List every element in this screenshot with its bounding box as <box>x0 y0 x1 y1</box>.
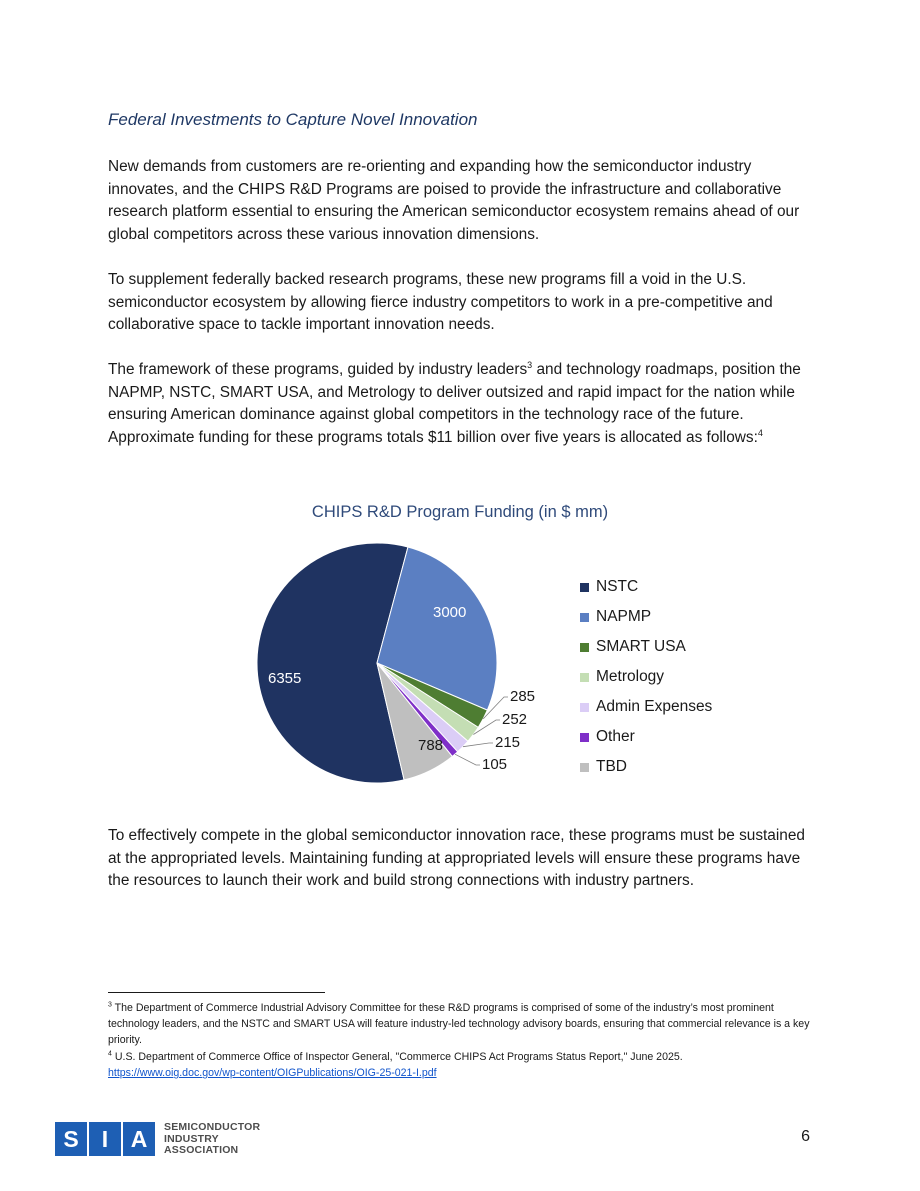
data-label-tbd: 788 <box>418 737 444 754</box>
legend-item-napmp <box>580 602 712 632</box>
logo-letter-a: A <box>123 1122 155 1156</box>
legend-item-smart-usa <box>580 632 712 662</box>
funding-pie-chart <box>250 538 536 798</box>
footnote-4 <box>108 1049 820 1081</box>
legend-label-napmp: NAPMP <box>596 608 652 625</box>
legend-swatch-admin-expenses <box>580 703 589 712</box>
page-number: 6 <box>801 1128 810 1145</box>
leader-line-admin-expenses <box>463 743 493 747</box>
chart-legend <box>580 572 712 782</box>
legend-item-other <box>580 722 712 752</box>
legend-label-admin-expenses: Admin Expenses <box>596 698 713 715</box>
data-label-admin-expenses: 215 <box>495 734 521 751</box>
footnote-3-number: 3 <box>108 1001 112 1009</box>
legend-item-metrology <box>580 662 712 692</box>
footnote-ref-4[interactable]: 4 <box>757 427 763 438</box>
legend-label-other: Other <box>596 728 635 745</box>
legend-item-tbd <box>580 752 712 782</box>
legend-swatch-other <box>580 733 589 742</box>
section-heading: Federal Investments to Capture Novel Innovation <box>108 110 478 129</box>
leader-line-other <box>455 754 480 765</box>
logo-wordmark <box>164 1122 260 1157</box>
data-label-nstc: 6355 <box>268 670 302 687</box>
logo-letter-s: S <box>55 1122 87 1156</box>
data-label-metrology: 252 <box>502 711 528 728</box>
paragraph-3-text-a: The framework of these programs, guided by industry leaders <box>108 361 528 378</box>
legend-swatch-nstc <box>580 583 589 592</box>
logo-line-2: INDUSTRY <box>164 1132 219 1145</box>
legend-swatch-metrology <box>580 673 589 682</box>
sia-logo <box>55 1122 260 1157</box>
legend-label-tbd: TBD <box>596 758 627 775</box>
data-label-napmp: 3000 <box>433 604 467 621</box>
footnote-ref-3[interactable]: 3 <box>527 359 533 370</box>
footnote-3 <box>108 1000 820 1049</box>
paragraph-2: To supplement federally backed research programs, these new programs fill a void in the U.S. semiconductor ecosystem by allowing fierce industry competitors to work in a pre-competitive and collaborative space to tackle important innovation needs. <box>108 271 773 334</box>
logo-letter-i: I <box>89 1122 121 1156</box>
legend-item-nstc <box>580 572 712 602</box>
footnote-3-text: The Department of Commerce Industrial Advisory Committee for these R&D programs is comprised of some of the industry’s most prominent technology leaders, and the NSTC and SMART USA will feature industry-led technology advisory boards, ensuring that commercial relevance is a key priority. <box>108 1002 810 1047</box>
legend-swatch-tbd <box>580 763 589 772</box>
footnote-4-text: U.S. Department of Commerce Office of Inspector General, "Commerce CHIPS Act Programs Status Report," June 2025. <box>111 1051 683 1063</box>
chart-title: CHIPS R&D Program Funding (in $ mm) <box>311 503 609 521</box>
legend-label-nstc: NSTC <box>596 578 639 595</box>
data-label-smart-usa: 285 <box>510 688 536 705</box>
legend-label-metrology: Metrology <box>596 668 665 685</box>
data-label-other: 105 <box>482 756 508 773</box>
paragraph-4: To effectively compete in the global semiconductor innovation race, these programs must be sustained at the appropriated levels. Maintaining funding at appropriated levels will ensure these programs have the resources to launch their work and build strong connections with industry partners. <box>108 827 805 890</box>
legend-item-admin-expenses <box>580 692 712 722</box>
paragraph-3 <box>108 359 816 449</box>
legend-swatch-napmp <box>580 613 589 622</box>
footnote-4-link[interactable]: https://www.oig.doc.gov/wp-content/OIGPublications/OIG-25-021-I.pdf <box>108 1067 437 1080</box>
legend-swatch-smart-usa <box>580 643 589 652</box>
footnote-divider <box>108 992 325 993</box>
logo-line-1: SEMICONDUCTOR <box>164 1121 261 1133</box>
paragraph-3-text-b: and technology roadmaps, position the NAPMP, NSTC, SMART USA, and Metrology to deliver outsized and rapid impact for the nation while ensuring American dominance against global competitors in the technology race of the future. Approximate funding for these programs totals $11 billion over five years is allocated as follows: <box>108 361 801 446</box>
logo-line-3: ASSOCIATION <box>164 1144 239 1156</box>
paragraph-1: New demands from customers are re-orienting and expanding how the semiconductor industry innovates, and the CHIPS R&D Programs are poised to provide the infrastructure and collaborative research platform essential to ensuring the American semiconductor ecosystem remains ahead of our global competitors across these various innovation dimensions. <box>108 158 800 243</box>
legend-label-smart-usa: SMART USA <box>596 638 686 655</box>
footnote-4-number: 4 <box>108 1050 112 1058</box>
